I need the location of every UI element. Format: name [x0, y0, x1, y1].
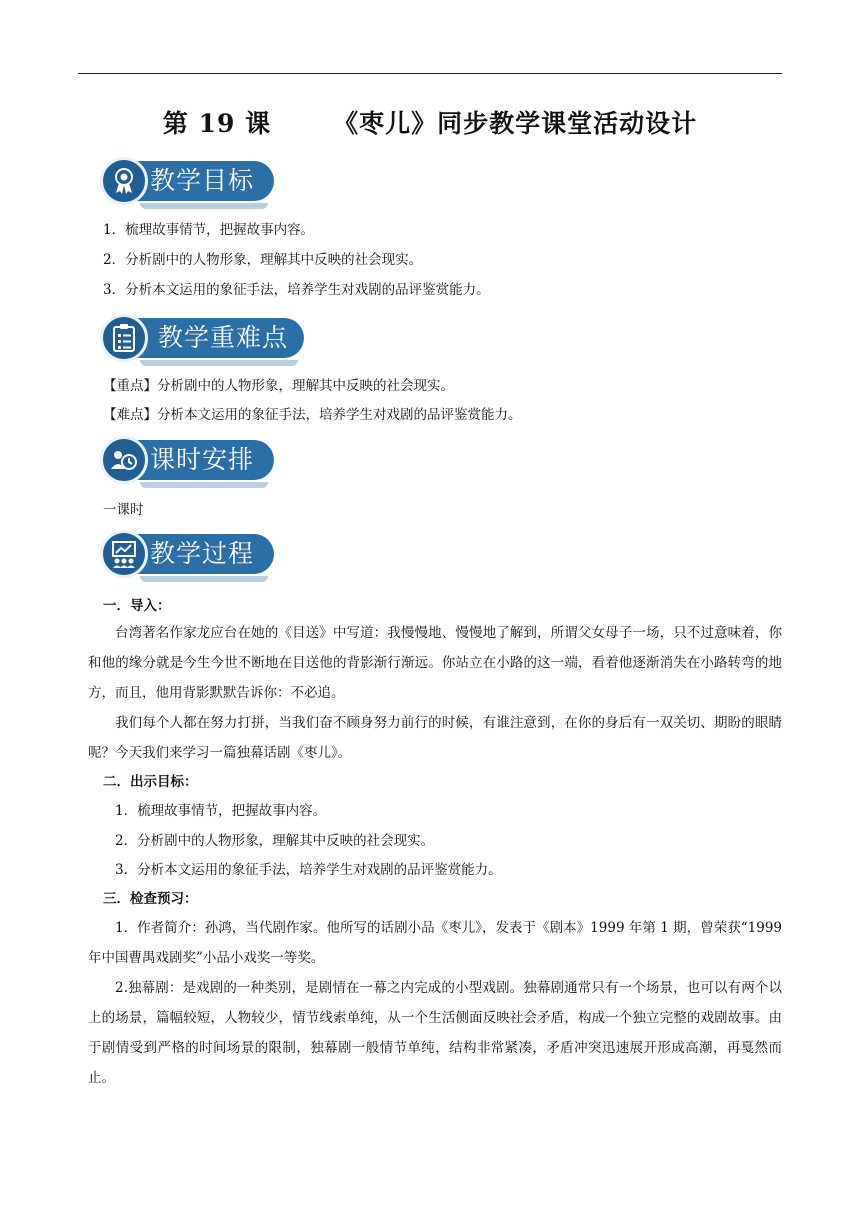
objective-3: 3．分析本文运用的象征手法，培养学生对戏剧的品评鉴赏能力。: [103, 282, 490, 298]
section-1-paragraph-1: 台湾著名作家龙应台在她的《目送》中写道：我慢慢地、慢慢地了解到，所谓父女母子一场，只不过意味着，你和他的缘分就是今生今世不断地在目送他的背影渐行渐远。你站立在小路的这一端，看着他逐渐消失在小路转弯的地方，而且，他用背影默默告诉你：不必追。: [88, 625, 782, 701]
banner-process: [100, 530, 276, 578]
section-3-heading: 三．检查预习：: [103, 891, 198, 907]
clipboard-checklist-icon: [100, 314, 148, 362]
section-1-heading: 一．导入：: [103, 598, 171, 614]
difficult-point: 【难点】分析本文运用的象征手法，培养学生对戏剧的品评鉴赏能力。: [103, 407, 522, 423]
award-ribbon-icon: [100, 157, 148, 205]
banner-process-label: 教学过程: [150, 539, 255, 568]
banner-key-points: [100, 314, 306, 362]
header-rule: [78, 73, 782, 74]
banner-schedule-label: 课时安排: [150, 445, 255, 474]
section-2-heading: 二．出示目标：: [103, 774, 198, 790]
objective-1: 1．梳理故事情节，把握故事内容。: [103, 222, 315, 238]
banner-objectives: [100, 157, 276, 205]
section-2-item-1: 1．梳理故事情节，把握故事内容。: [115, 803, 327, 819]
banner-key-points-label: 教学重难点: [158, 323, 289, 352]
people-clock-icon: [100, 436, 148, 484]
banner-objectives-label: 教学目标: [150, 166, 255, 195]
banner-schedule: [100, 436, 276, 484]
objective-2: 2．分析剧中的人物形象，理解其中反映的社会现实。: [103, 252, 423, 268]
presentation-board-icon: [100, 530, 148, 578]
section-2-item-2: 2．分析剧中的人物形象，理解其中反映的社会现实。: [115, 833, 435, 849]
section-1-paragraph-2: 我们每个人都在努力打拼，当我们奋不顾身努力前行的时候，有谁注意到，在你的身后有一双关切、期盼的眼睛呢？今天我们来学习一篇独幕话剧《枣儿》。: [88, 715, 782, 761]
page-title: 第 19 课 《枣儿》同步教学课堂活动设计: [162, 109, 698, 138]
section-3-paragraph-1: 1．作者简介：孙鸿，当代剧作家。他所写的话剧小品《枣儿》，发表于《剧本》1999 年第 1 期，曾荣获“1999 年中国曹禺戏剧奖”小品小戏奖一等奖。: [88, 920, 782, 966]
key-point: 【重点】分析剧中的人物形象，理解其中反映的社会现实。: [103, 378, 454, 394]
section-3-paragraph-2: 2.独幕剧：是戏剧的一种类别，是剧情在一幕之内完成的小型戏剧。独幕剧通常只有一个场景，也可以有两个以上的场景，篇幅较短，人物较少，情节线索单纯，从一个生活侧面反映社会矛盾，构成一个独立完整的戏剧故事。由于剧情受到严格的时间场景的限制，独幕剧一般情节单纯，结构非常紧凑，矛盾冲突迅速展开形成高潮，再戛然而止。: [88, 980, 782, 1086]
schedule-text: 一课时: [103, 502, 144, 518]
section-2-item-3: 3．分析本文运用的象征手法，培养学生对戏剧的品评鉴赏能力。: [115, 862, 502, 878]
